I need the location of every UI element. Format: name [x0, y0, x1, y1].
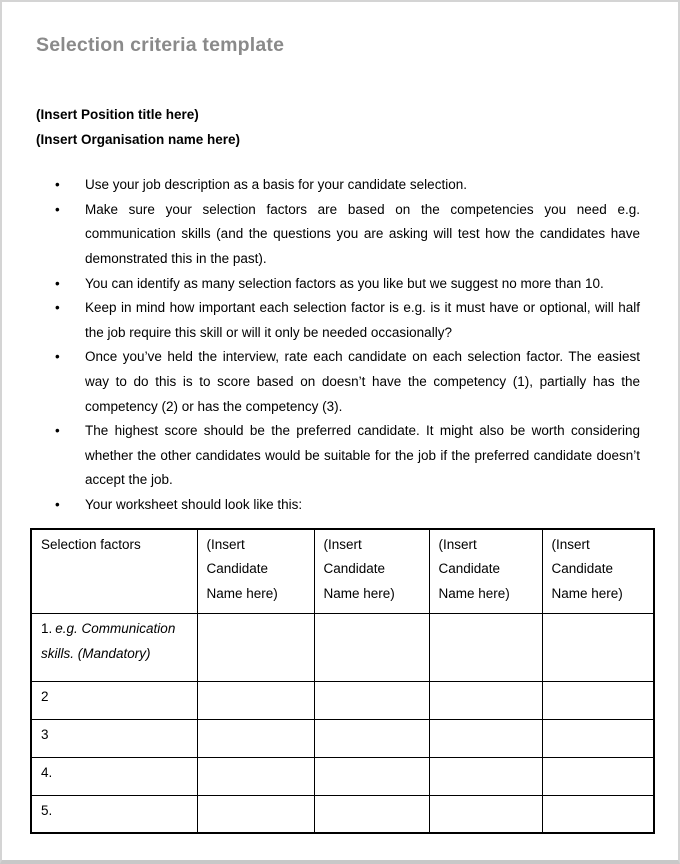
bullet-icon: • [55, 496, 60, 512]
column-header-candidate-2: (Insert Candidate Name here) [314, 529, 429, 614]
factor-number: 1. [41, 620, 53, 636]
worksheet-cell [314, 795, 429, 833]
list-item [36, 198, 640, 272]
table-row [31, 681, 654, 719]
worksheet-cell [542, 681, 654, 719]
worksheet-cell [197, 719, 314, 757]
instruction-text: Once you’ve held the interview, rate each candidate on each selection factor. The easiest way to do this is to score based on doesn’t have the competency (1), partially has the competency (2) or has the competency (3). [85, 349, 640, 414]
worksheet-cell [314, 681, 429, 719]
column-header-selection-factors: Selection factors [31, 529, 197, 614]
instruction-text: Make sure your selection factors are based on the competencies you need e.g. communication skills (and the questions you are asking will test how the candidates have demonstrated this in the past). [85, 201, 640, 266]
bullet-icon: • [55, 275, 60, 291]
table-row [31, 719, 654, 757]
instruction-text: You can identify as many selection factors as you like but we suggest no more than 10. [85, 275, 604, 291]
worksheet-cell [314, 613, 429, 681]
bullet-icon: • [55, 177, 60, 193]
page-title: Selection criteria template [36, 34, 285, 56]
worksheet-cell [429, 681, 542, 719]
instruction-text: Your worksheet should look like this: [85, 496, 303, 512]
worksheet-cell [197, 757, 314, 795]
worksheet-cell [429, 795, 542, 833]
worksheet-cell [429, 719, 542, 757]
list-item [36, 419, 640, 493]
column-header-candidate-1: (Insert Candidate Name here) [197, 529, 314, 614]
factor-cell [31, 613, 197, 681]
table-header-row [31, 529, 654, 614]
worksheet-cell [429, 613, 542, 681]
factor-number: 4. [41, 764, 53, 780]
factor-cell [31, 681, 197, 719]
list-item [36, 272, 640, 297]
worksheet-cell [542, 757, 654, 795]
organisation-name-placeholder: (Insert Organisation name here) [36, 131, 241, 147]
list-item [36, 345, 640, 419]
worksheet-cell [197, 681, 314, 719]
factor-label: e.g. Communication skills. (Mandatory) [41, 620, 176, 661]
table-row [31, 757, 654, 795]
table-row [31, 795, 654, 833]
instructions-list [36, 173, 640, 517]
worksheet-cell [542, 719, 654, 757]
factor-cell [31, 757, 197, 795]
selection-worksheet-table [30, 528, 655, 835]
list-item [36, 173, 640, 198]
instruction-text: The highest score should be the preferred candidate. It might also be worth considering whether the other candidates would be suitable for the job if the preferred candidate doesn’t accept the job. [85, 423, 640, 488]
factor-cell [31, 719, 197, 757]
instruction-text: Keep in mind how important each selection factor is e.g. is it must have or optional, will half the job require this skill or will it only be needed occasionally? [85, 300, 640, 340]
factor-cell [31, 795, 197, 833]
column-header-candidate-4: (Insert Candidate Name here) [542, 529, 654, 614]
insert-headings [36, 103, 640, 152]
list-item [36, 493, 640, 518]
list-item [36, 296, 640, 345]
table-row [31, 613, 654, 681]
worksheet-cell [314, 719, 429, 757]
bullet-icon: • [55, 423, 60, 439]
instruction-text: Use your job description as a basis for your candidate selection. [85, 177, 467, 193]
bullet-icon: • [55, 201, 60, 217]
position-title-placeholder: (Insert Position title here) [36, 107, 199, 122]
worksheet-cell [429, 757, 542, 795]
worksheet-cell [314, 757, 429, 795]
worksheet-cell [197, 795, 314, 833]
worksheet-cell [542, 613, 654, 681]
factor-number: 3 [41, 726, 49, 742]
document-content [2, 33, 678, 834]
bullet-icon: • [55, 300, 60, 316]
worksheet-cell [542, 795, 654, 833]
factor-number: 5. [41, 802, 53, 818]
bullet-icon: • [55, 349, 60, 365]
worksheet-cell [197, 613, 314, 681]
factor-number: 2 [41, 688, 49, 704]
column-header-candidate-3: (Insert Candidate Name here) [429, 529, 542, 614]
